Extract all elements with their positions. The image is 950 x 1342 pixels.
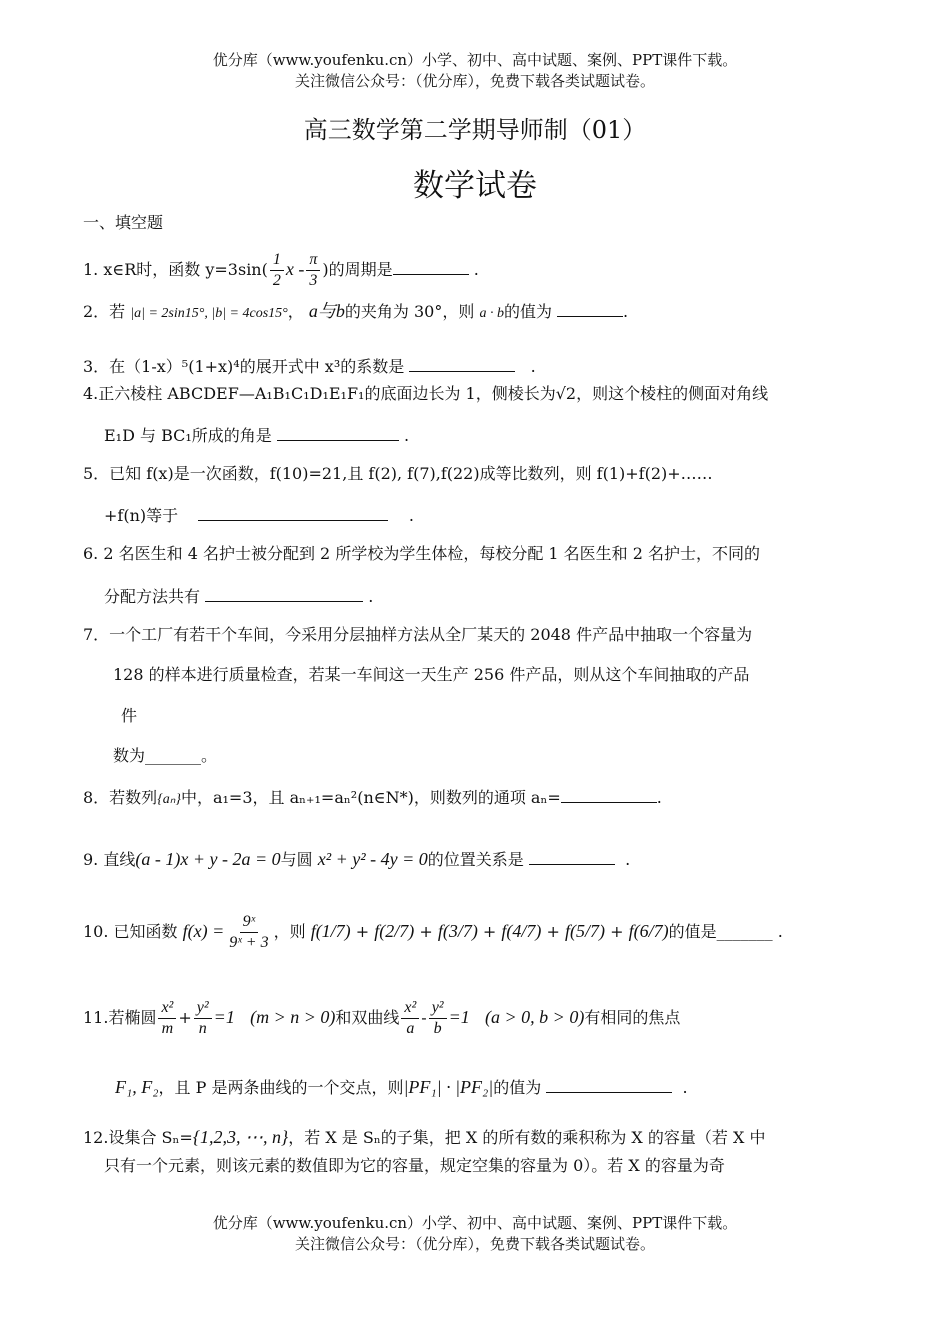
question-5-line-2: +f(n)等于 . (104, 506, 414, 525)
page-title: 高三数学第二学期导师制（01） (303, 116, 647, 144)
question-12-line-1: 12.设集合 Sₙ={1,2,3, ⋯, n}，若 X 是 Sₙ的子集，把 X 的所有数的乘积称为 X 的容量（若 X 中 (83, 1127, 766, 1147)
question-7-line-1: 7．一个工厂有若干个车间，今采用分层抽样方法从全厂某天的 2048 件产品中抽取一个容量为 (83, 625, 753, 644)
header-line-2: 关注微信公众号：（优分库），免费下载各类试题试卷。 (294, 72, 655, 90)
question-11-line-2: F₁, F₂，且 P 是两条曲线的一个交点，则|PF₁| · |PF₂|的值为 . (115, 1077, 688, 1097)
question-12-line-2: 只有一个元素，则该元素的数值即为它的容量，规定空集的容量为 0）。若 X 的容量为奇 (104, 1156, 725, 1175)
question-2: 2．若 |a| = 2sin15°, |b| = 4cos15°， a与b的夹角为 30°，则 a · b的值为 . (83, 301, 629, 321)
question-10: 10. 已知函数 f(x) = $\frac{\text{9ˣ}}{\text{9ˣ + 3}}$ ，则 f(1/7) + f(2/7) + f(3/7) + f(4/7) + f(5/7) + f(6/7)的值是_______ . (83, 913, 783, 951)
question-5-line-1: 5．已知 f(x)是一次函数，f(10)=21,且 f(2), f(7),f(22)成等比数列，则 f(1)+f(2)+…… (83, 464, 713, 483)
question-7-line-2: 128 的样本进行质量检查，若某一车间这一天生产 256 件产品，则从这个车间抽取的产品 (113, 665, 750, 684)
question-6-line-1: 6. 2 名医生和 4 名护士被分配到 2 所学校为学生体检，每校分配 1 名医生和 2 名护士，不同的 (83, 544, 761, 563)
question-9: 9. 直线(a - 1)x + y - 2a = 0与圆 x² + y² - 4y = 0的位置关系是 . (83, 849, 631, 869)
question-4-line-2: E₁D 与 BC₁所成的角是 . (104, 426, 410, 445)
section-heading: 一、填空题 (83, 213, 164, 232)
question-3: 3．在（1-x）⁵(1+x)⁴的展开式中 x³的系数是 . (83, 357, 536, 376)
question-8: 8．若数列{aₙ}中，a₁=3，且 aₙ₊₁=aₙ²(n∈N*)，则数列的通项 aₙ= . (83, 788, 662, 807)
question-7-line-4: 数为_______。 (113, 746, 218, 765)
question-1: 1. x∈R时，函数 y=3sin( $\frac{1}{2}$ x - $\frac{\pi}{3}$ )的周期是 . (83, 251, 479, 289)
question-7-line-3: 件 (121, 706, 138, 725)
question-4-line-1: 4.正六棱柱 ABCDEF—A₁B₁C₁D₁E₁F₁的底面边长为 1，侧棱长为√2，则这个棱柱的侧面对角线 (83, 384, 769, 403)
footer-line-2: 关注微信公众号：（优分库），免费下载各类试题试卷。 (294, 1235, 655, 1253)
page-subtitle: 数学试卷 (413, 168, 537, 204)
question-6-line-2: 分配方法共有 . (104, 587, 374, 606)
footer-line-1: 优分库（www.youfenku.cn）小学、初中、高中试题、案例、PPT课件下载。 (212, 1214, 738, 1232)
header-line-1: 优分库（www.youfenku.cn）小学、初中、高中试题、案例、PPT课件下载。 (212, 51, 738, 69)
question-11-line-1: 11.若椭圆 $\frac{\text{x²}}{m}$ + $\frac{\text{y²}}{n}$ =1 (m > n > 0)和双曲线 $\frac{\text{x²}}{a}$ - $\frac{\text{y²}}{b}$ =1 (a > 0, b > 0)有相同的焦点 (83, 999, 681, 1037)
